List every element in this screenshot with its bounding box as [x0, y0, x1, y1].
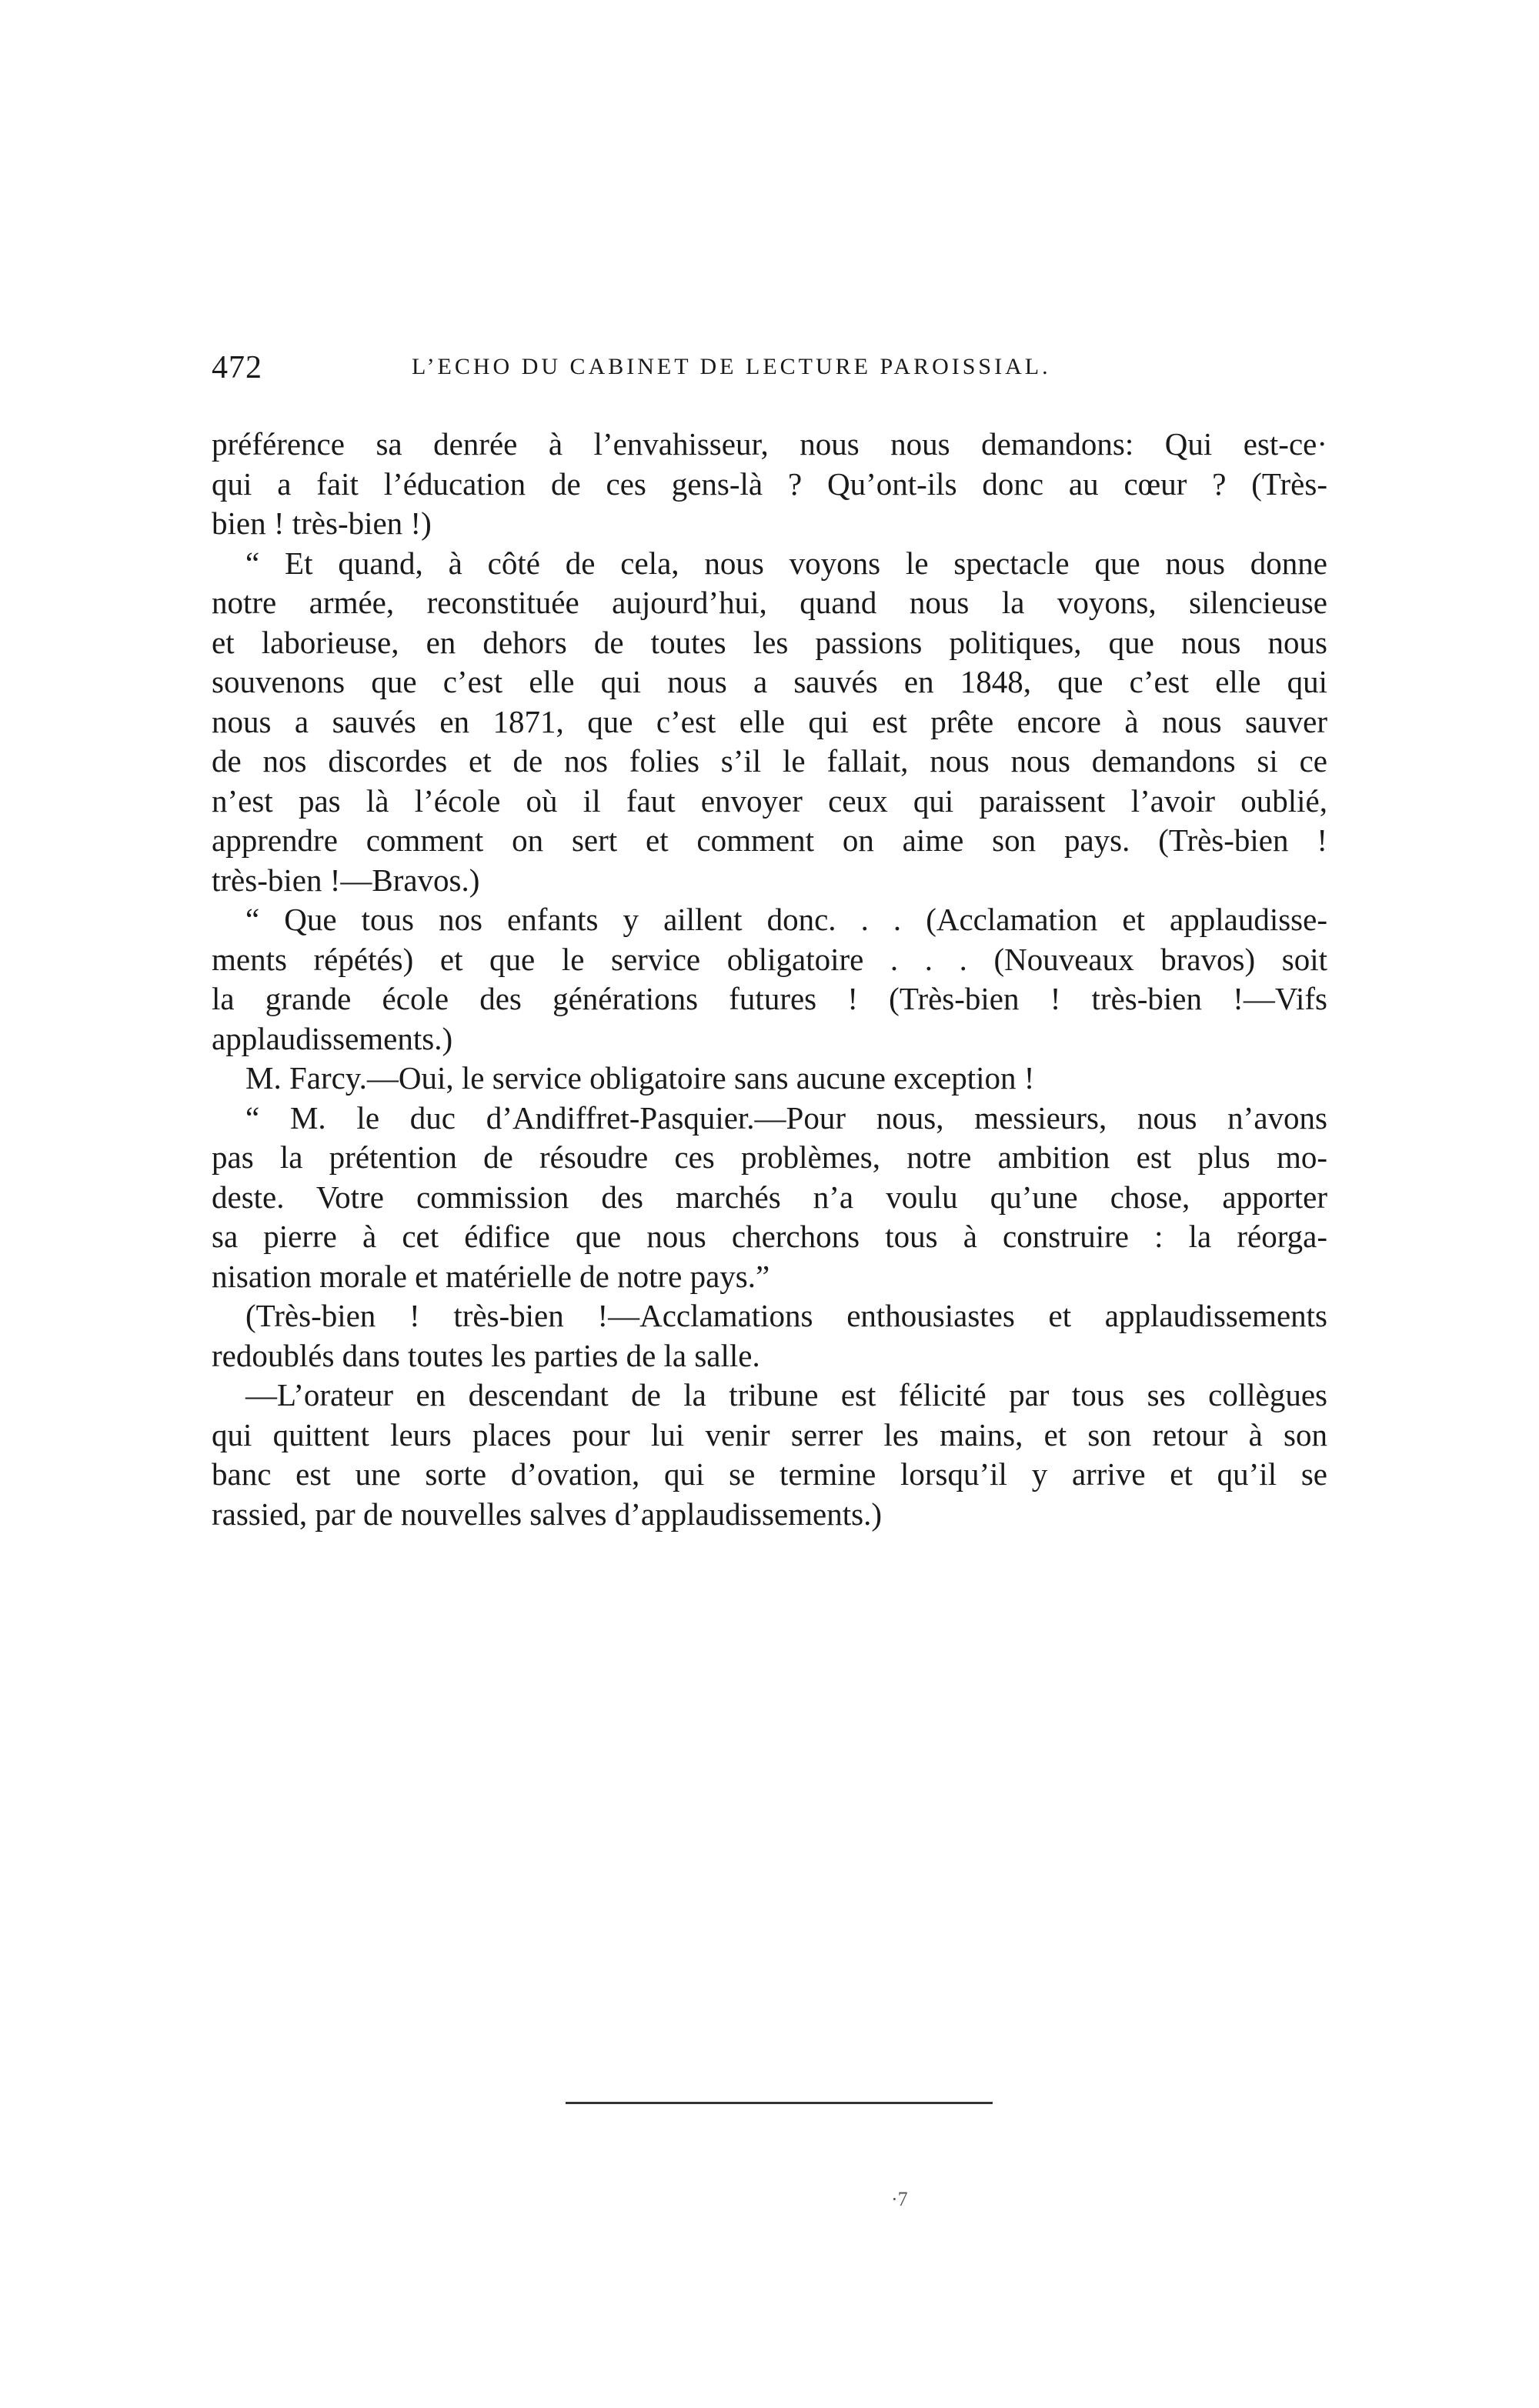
- text-line: “ Et quand, à côté de cela, nous voyons le spectacle que nous donne: [245, 545, 1327, 581]
- text-line: banc est une sorte d’ovation, qui se termine lorsqu’il y arrive et qu’il se: [212, 1456, 1327, 1492]
- text-line: “ M. le duc d’Andiffret-Pasquier.—Pour nous, messieurs, nous n’avons: [245, 1099, 1327, 1136]
- text-line: nisation morale et matérielle de notre pays.”: [212, 1258, 770, 1294]
- text-line: n’est pas là l’école où il faut envoyer ceux qui paraissent l’avoir oublié,: [212, 782, 1327, 819]
- text-line: la grande école des générations futures ! (Très-bien ! très-bien !—Vifs: [212, 981, 1327, 1016]
- text-line: M. Farcy.—Oui, le service obligatoire sans aucune exception !: [245, 1060, 1035, 1096]
- text-line: qui a fait l’éducation de ces gens-là ? Qu’ont-ils donc au cœur ? (Très-: [212, 465, 1327, 502]
- text-line: de nos discordes et de nos folies s’il le fallait, nous nous demandons si ce: [212, 743, 1327, 779]
- text-line: —L’orateur en descendant de la tribune est félicité par tous ses collègues: [245, 1377, 1327, 1412]
- end-rule: [566, 2102, 993, 2104]
- text-line: redoublés dans toutes les parties de la salle.: [212, 1337, 760, 1373]
- text-line: notre armée, reconstituée aujourd’hui, quand nous la voyons, silencieuse: [212, 585, 1327, 620]
- text-line: et laborieuse, en dehors de toutes les passions politiques, que nous nous: [212, 624, 1327, 660]
- body-text: [212, 425, 1327, 1534]
- text-line: “ Que tous nos enfants y aillent donc. . . (Acclamation et applaudisse-: [245, 902, 1327, 937]
- text-line: souvenons que c’est elle qui nous a sauvés en 1848, que c’est elle qui: [212, 664, 1327, 699]
- text-line: (Très-bien ! très-bien !—Acclamations enthousiastes et applaudissements: [245, 1298, 1327, 1333]
- text-line: pas la prétention de résoudre ces problèmes, notre ambition est plus mo-: [212, 1139, 1327, 1175]
- running-head: [212, 349, 1335, 395]
- text-line: sa pierre à cet édifice que nous cherchons tous à construire : la réorga-: [212, 1219, 1327, 1254]
- text-line: très-bien !—Bravos.): [212, 862, 480, 898]
- running-title: L’ECHO DU CABINET DE LECTURE PAROISSIAL.: [412, 354, 1051, 379]
- text-line: apprendre comment on sert et comment on aime son pays. (Très-bien !: [212, 822, 1327, 858]
- page-number: 472: [212, 350, 262, 385]
- text-line: applaudissements.): [212, 1020, 453, 1056]
- text-line: rassied, par de nouvelles salves d’applaudissements.): [212, 1496, 883, 1532]
- text-line: bien ! très-bien !): [212, 505, 432, 541]
- text-line: ments répétés) et que le service obligatoire . . . (Nouveaux bravos) soit: [212, 941, 1327, 977]
- text-line: préférence sa denrée à l’envahisseur, nous nous demandons: Qui est-ce·: [212, 426, 1327, 462]
- page-mark: ·7: [891, 2188, 908, 2210]
- text-line: qui quittent leurs places pour lui venir serrer les mains, et son retour à son: [212, 1416, 1327, 1452]
- text-line: nous a sauvés en 1871, que c’est elle qui est prête encore à nous sauver: [212, 703, 1327, 739]
- text-line: deste. Votre commission des marchés n’a voulu qu’une chose, apporter: [212, 1179, 1327, 1215]
